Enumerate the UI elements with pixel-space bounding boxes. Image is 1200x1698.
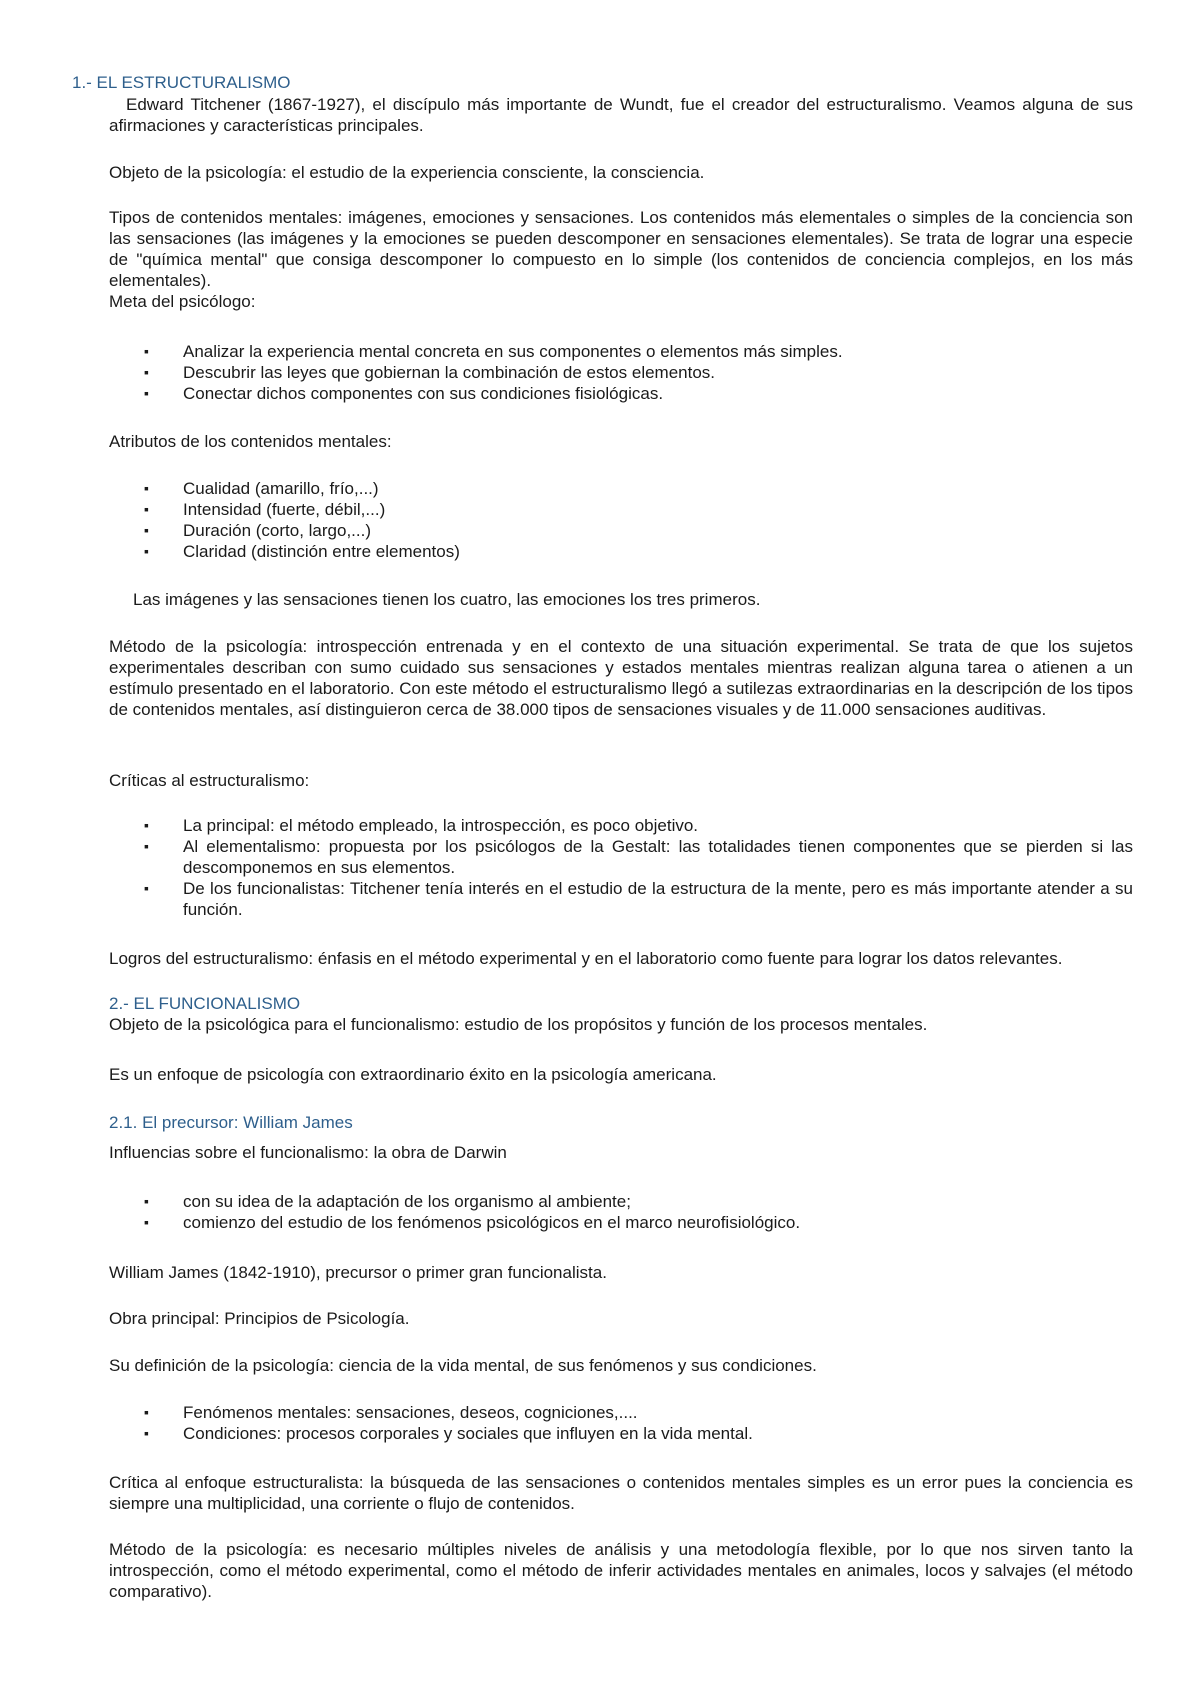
list-item: ▪ comienzo del estudio de los fenómenos psicológicos en el marco neurofisiológico. <box>144 1213 801 1232</box>
list-item: ▪ Intensidad (fuerte, débil,...) <box>144 500 386 519</box>
list-item: ▪ Duración (corto, largo,...) <box>144 521 372 540</box>
funcionalismo-objeto: Objeto de la psicológica para el funcionalismo: estudio de los propósitos y función de los procesos mentales. <box>109 1015 928 1034</box>
obra-paragraph: Obra principal: Principios de Psicología. <box>109 1309 410 1328</box>
bullet-icon: ▪ <box>144 1214 149 1230</box>
list-item: ▪ Fenómenos mentales: sensaciones, deseos, cogniciones,.... <box>144 1403 638 1422</box>
bullet-icon: ▪ <box>144 522 149 538</box>
bullet-icon: ▪ <box>144 480 149 496</box>
list-item: ▪ Analizar la experiencia mental concreta en sus componentes o elementos más simples. <box>144 342 843 361</box>
criticas-label: Críticas al estructuralismo: <box>109 771 310 790</box>
definicion-list <box>109 1402 1133 1444</box>
meta-label: Meta del psicólogo: <box>109 292 256 311</box>
imagenes-paragraph: Las imágenes y las sensaciones tienen los cuatro, las emociones los tres primeros. <box>133 590 761 609</box>
bullet-icon: ▪ <box>144 343 149 359</box>
bullet-icon: ▪ <box>144 1425 149 1441</box>
bullet-icon: ▪ <box>144 838 149 854</box>
enfoque-paragraph: Es un enfoque de psicología con extraordinario éxito en la psicología americana. <box>109 1065 717 1084</box>
bullet-icon: ▪ <box>144 1193 149 1209</box>
list-item: ▪ con su idea de la adaptación de los organismo al ambiente; <box>144 1192 631 1211</box>
section-2-heading: 2.- EL FUNCIONALISMO <box>109 994 301 1013</box>
list-item: ▪ Cualidad (amarillo, frío,...) <box>144 479 379 498</box>
section-1-intro: Edward Titchener (1867-1927), el discípulo más importante de Wundt, fue el creador del estructuralismo. Veamos alguna de sus afirmaciones y características principales. <box>109 95 1133 135</box>
list-item: ▪ Condiciones: procesos corporales y sociales que influyen en la vida mental. <box>144 1424 753 1443</box>
james-paragraph: William James (1842-1910), precursor o primer gran funcionalista. <box>109 1263 607 1282</box>
bullet-icon: ▪ <box>144 543 149 559</box>
bullet-icon: ▪ <box>144 501 149 517</box>
bullet-icon: ▪ <box>144 364 149 380</box>
list-item: ▪ Descubrir las leyes que gobiernan la combinación de estos elementos. <box>144 363 716 382</box>
list-item: ▪ Conectar dichos componentes con sus condiciones fisiológicas. <box>144 384 664 403</box>
subsection-heading: 2.1. El precursor: William James <box>109 1113 353 1132</box>
list-item: ▪ Claridad (distinción entre elementos) <box>144 542 460 561</box>
criticas-list <box>109 815 1133 920</box>
bullet-icon: ▪ <box>144 385 149 401</box>
metodo-2-paragraph: Método de la psicología: es necesario múltiples niveles de análisis y una metodología flexible, por lo que nos sirven tanto la introspección, como el método experimental, como el método de inferir actividades mentales en animales, locos y salvajes (el método comparativo). <box>109 1540 1133 1601</box>
influencias-label: Influencias sobre el funcionalismo: la obra de Darwin <box>109 1143 507 1162</box>
logros-paragraph: Logros del estructuralismo: énfasis en el método experimental y en el laboratorio como fuente para lograr los datos relevantes. <box>109 949 1063 968</box>
atributos-label: Atributos de los contenidos mentales: <box>109 432 392 451</box>
atributos-list <box>109 478 1133 562</box>
meta-list <box>109 341 1133 404</box>
bullet-icon: ▪ <box>144 1404 149 1420</box>
critica-paragraph: Crítica al enfoque estructuralista: la búsqueda de las sensaciones o contenidos mentales simples es un error pues la conciencia es siempre una multiplicidad, una corriente o flujo de contenidos. <box>109 1473 1133 1513</box>
objeto-paragraph: Objeto de la psicología: el estudio de la experiencia consciente, la consciencia. <box>109 163 705 182</box>
bullet-icon: ▪ <box>144 880 149 896</box>
list-item: ▪ De los funcionalistas: Titchener tenía interés en el estudio de la estructura de la mente, pero es más importante atender a su función. <box>144 879 1133 919</box>
bullet-icon: ▪ <box>144 817 149 833</box>
metodo-paragraph: Método de la psicología: introspección entrenada y en el contexto de una situación experimental. Se trata de que los sujetos experimentales describan con sumo cuidado sus sensaciones y estados mentales mientras realizan alguna tarea o atienen a un estímulo presentado en el laboratorio. Con este método el estructuralismo llegó a sutilezas extraordinarias en la descripción de los tipos de contenidos mentales, así distinguieron cerca de 38.000 tipos de sensaciones visuales y de 11.000 sensaciones auditivas. <box>109 637 1133 719</box>
definicion-paragraph: Su definición de la psicología: ciencia de la vida mental, de sus fenómenos y sus condiciones. <box>109 1356 817 1375</box>
list-item: ▪ Al elementalismo: propuesta por los psicólogos de la Gestalt: las totalidades tienen componentes que se pierden si las descomponemos en sus elementos. <box>144 837 1133 877</box>
section-1-heading: 1.- EL ESTRUCTURALISMO <box>72 73 291 92</box>
influencias-list <box>109 1191 1133 1233</box>
tipos-paragraph: Tipos de contenidos mentales: imágenes, emociones y sensaciones. Los contenidos más elementales o simples de la conciencia son las sensaciones (las imágenes y la emociones se pueden descomponer en sensaciones elementales). Se trata de lograr una especie de "química mental" que consiga descomponer lo compuesto en lo simple (los contenidos de conciencia complejos, en los más elementales). <box>109 208 1133 290</box>
list-item: ▪ La principal: el método empleado, la introspección, es poco objetivo. <box>144 816 699 835</box>
